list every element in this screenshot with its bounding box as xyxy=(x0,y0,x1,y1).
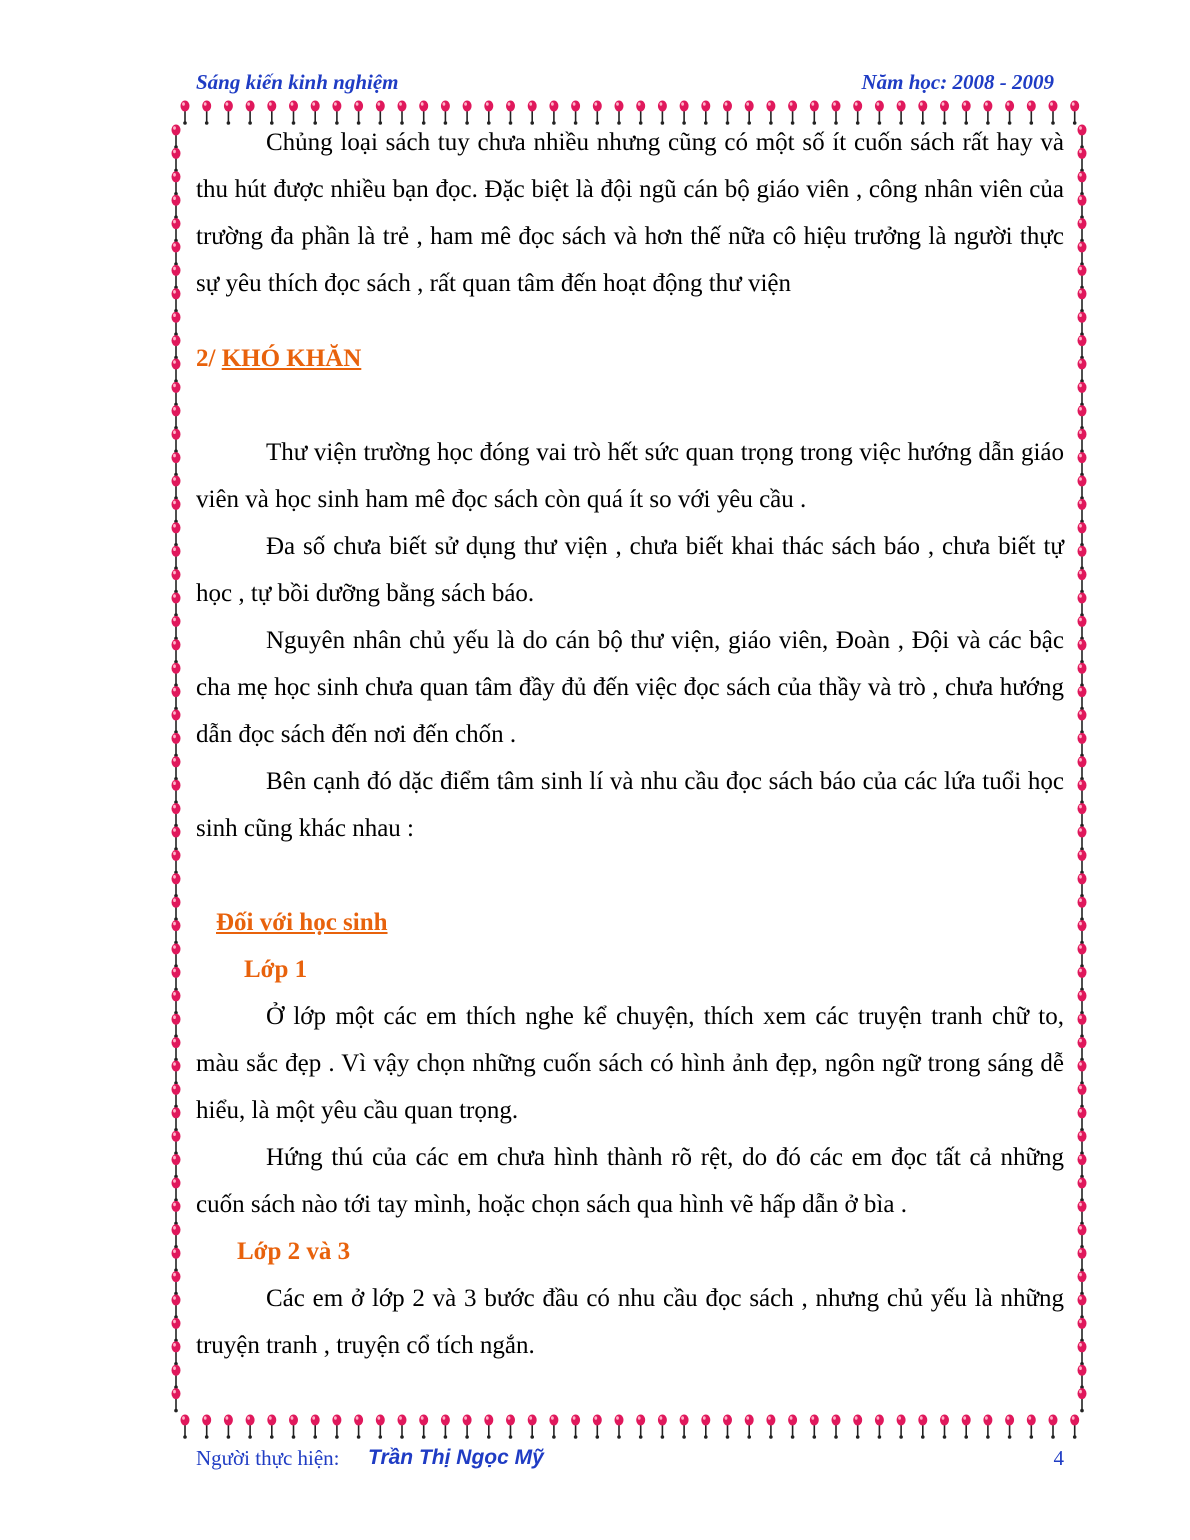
flower-ornament xyxy=(810,1415,819,1439)
flower-ornament xyxy=(1078,733,1087,757)
flower-ornament xyxy=(788,1415,797,1439)
flower-ornament xyxy=(853,1415,862,1439)
flower-ornament xyxy=(506,1415,515,1439)
grade-1-heading: Lớp 1 xyxy=(244,956,308,983)
flower-ornament xyxy=(172,827,181,851)
flower-ornament xyxy=(1078,359,1087,383)
flower-ornament xyxy=(172,476,181,500)
flower-ornament xyxy=(1078,639,1087,663)
flower-ornament xyxy=(172,663,181,687)
paragraph-age-needs: Bên cạnh đó dặc điểm tâm sinh lí và nhu cầu đọc sách báo của các lứa tuổi học sinh cũng khác nhau : xyxy=(196,768,1064,842)
flower-ornament xyxy=(1078,405,1087,429)
flower-ornament xyxy=(1078,288,1087,312)
flower-ornament xyxy=(571,1415,580,1439)
flower-ornament xyxy=(1078,569,1087,593)
paragraph-library-role: Thư viện trường học đóng vai trò hết sức quan trọng trong việc hướng dẫn giáo viên và học sinh ham mê đọc sách còn quá ít so với yêu cầu . xyxy=(196,439,1064,513)
flower-ornament xyxy=(484,1415,493,1439)
flower-ornament xyxy=(615,1415,624,1439)
paragraph-usage: Đa số chưa biết sử dụng thư viện , chưa biết khai thác sách báo , chưa biết tự học , tự bồi dưỡng bằng sách báo. xyxy=(196,533,1064,607)
flower-ornament xyxy=(832,1415,841,1439)
flower-ornament xyxy=(172,1201,181,1225)
flower-ornament xyxy=(463,1415,472,1439)
flower-ornament xyxy=(1078,663,1087,687)
flower-ornament xyxy=(701,1415,710,1439)
flower-ornament xyxy=(172,593,181,617)
flower-ornament xyxy=(172,452,181,476)
flower-ornament xyxy=(419,1415,428,1439)
flower-ornament xyxy=(1078,1154,1087,1178)
flower-ornament xyxy=(172,522,181,546)
flower-ornament xyxy=(549,1415,558,1439)
subsection-heading: Đối với học sinh xyxy=(216,909,388,936)
flower-ornament xyxy=(1078,218,1087,242)
flower-ornament xyxy=(1078,171,1087,195)
flower-ornament xyxy=(172,1341,181,1365)
header-school-year: Năm học: 2008 - 2009 xyxy=(861,70,1054,94)
flower-ornament xyxy=(1049,1415,1058,1439)
flower-ornament xyxy=(1078,710,1087,734)
flower-ornament xyxy=(1070,1415,1079,1439)
flower-ornament xyxy=(172,1014,181,1038)
page-content xyxy=(196,119,1064,1369)
flower-ornament xyxy=(1078,1107,1087,1131)
paragraph-intro: Chủng loại sách tuy chưa nhiều nhưng cũng có một số ít cuốn sách rất hay và thu hút được nhiều bạn đọc. Đặc biệt là đội ngũ cán bộ giáo viên , công nhân viên của trường đa phần là trẻ , ham mê đọc sách và hơn thế nữa cô hiệu trưởng là người thực sự yêu thích đọc sách , rất quan tâm đến hoạt động thư viện xyxy=(196,129,1064,297)
flower-ornament xyxy=(172,546,181,570)
flower-ornament xyxy=(1070,101,1079,125)
flower-ornament xyxy=(1078,944,1087,968)
flower-ornament xyxy=(593,1415,602,1439)
flower-ornament xyxy=(172,1037,181,1061)
flower-ornament xyxy=(172,1061,181,1085)
flower-ornament xyxy=(766,1415,775,1439)
flower-ornament xyxy=(267,1415,276,1439)
flower-ornament xyxy=(172,1154,181,1178)
flower-ornament xyxy=(181,1415,190,1439)
flower-ornament xyxy=(172,569,181,593)
flower-ornament xyxy=(1078,265,1087,289)
flower-ornament xyxy=(172,312,181,336)
flower-ornament xyxy=(172,686,181,710)
flower-ornament xyxy=(172,148,181,172)
page-number: 4 xyxy=(1053,1446,1064,1470)
flower-ornament xyxy=(1078,827,1087,851)
flower-ornament xyxy=(1078,429,1087,453)
flower-ornament xyxy=(1078,967,1087,991)
flower-ornament xyxy=(897,1415,906,1439)
paragraph-grade-1: Ở lớp một các em thích nghe kể chuyện, thích xem các truyện tranh chữ to, màu sắc đẹp . Vì vậy chọn những cuốn sách có hình ảnh đẹp, ngôn ngữ trong sáng dễ hiểu, là một yêu cầu quan trọng. xyxy=(196,1003,1064,1124)
flower-ornament xyxy=(1078,593,1087,617)
flower-ornament xyxy=(172,1178,181,1202)
flower-ornament xyxy=(1078,522,1087,546)
paragraph-cause: Nguyên nhân chủ yếu là do cán bộ thư viện, giáo viên, Đoàn , Đội và các bậc cha mẹ học sinh chưa quan tâm đầy đủ đến việc đọc sách của thầy và trò , chưa hướng dẫn đọc sách đến nơi đến chốn . xyxy=(196,627,1064,748)
flower-ornament xyxy=(983,1415,992,1439)
flower-ornament xyxy=(680,1415,689,1439)
flower-ornament xyxy=(172,616,181,640)
flower-ornament xyxy=(1078,382,1087,406)
flower-ornament xyxy=(172,873,181,897)
flower-ornament xyxy=(1078,1341,1087,1365)
section-heading xyxy=(196,335,1064,382)
flower-ornament xyxy=(1078,1365,1087,1389)
flower-ornament xyxy=(1078,1318,1087,1342)
flower-ornament xyxy=(1078,850,1087,874)
flower-ornament xyxy=(1078,195,1087,219)
flower-ornament xyxy=(1078,897,1087,921)
section-title: KHÓ KHĂN xyxy=(221,345,362,372)
flower-ornament xyxy=(172,850,181,874)
paragraph-grade-1-interest: Hứng thú của các em chưa hình thành rõ rệt, do đó các em đọc tất cả những cuốn sách nào tới tay mình, hoặc chọn sách qua hình vẽ hấp dẫn ở bìa . xyxy=(196,1144,1064,1218)
flower-ornament xyxy=(172,1295,181,1319)
flower-ornament xyxy=(1078,1014,1087,1038)
flower-ornament xyxy=(1078,499,1087,523)
flower-ornament xyxy=(172,125,181,149)
flower-ornament xyxy=(1078,1037,1087,1061)
flower-ornament xyxy=(1078,312,1087,336)
flower-ornament xyxy=(723,1415,732,1439)
flower-ornament xyxy=(1078,686,1087,710)
flower-ornament xyxy=(1078,1201,1087,1225)
flower-ornament xyxy=(246,1415,255,1439)
flower-ornament xyxy=(172,1131,181,1155)
flower-ornament xyxy=(172,967,181,991)
flower-ornament xyxy=(172,359,181,383)
flower-ornament xyxy=(658,1415,667,1439)
flower-ornament xyxy=(745,1415,754,1439)
flower-ornament xyxy=(172,429,181,453)
flower-ornament xyxy=(398,1415,407,1439)
flower-ornament xyxy=(224,1415,233,1439)
flower-ornament xyxy=(1078,990,1087,1014)
flower-ornament xyxy=(172,990,181,1014)
flower-ornament xyxy=(354,1415,363,1439)
page-footer xyxy=(196,1446,1064,1476)
flower-ornament xyxy=(1078,452,1087,476)
flower-ornament xyxy=(1078,335,1087,359)
flower-ornament xyxy=(181,101,190,125)
paragraph-grade-2-3: Các em ở lớp 2 và 3 bước đầu có nhu cầu đọc sách , nhưng chủ yếu là những truyện tranh , truyện cổ tích ngắn. xyxy=(196,1285,1064,1359)
flower-ornament xyxy=(172,405,181,429)
header-title: Sáng kiến kinh nghiệm xyxy=(196,70,399,94)
flower-ornament xyxy=(1078,873,1087,897)
flower-ornament xyxy=(528,1415,537,1439)
flower-ornament xyxy=(172,710,181,734)
flower-ornament xyxy=(1078,1388,1087,1412)
flower-ornament xyxy=(962,1415,971,1439)
flower-ornament xyxy=(172,780,181,804)
flower-ornament xyxy=(172,288,181,312)
flower-ornament xyxy=(636,1415,645,1439)
flower-ornament xyxy=(1078,148,1087,172)
flower-ornament xyxy=(172,171,181,195)
flower-ornament xyxy=(1027,1415,1036,1439)
flower-ornament xyxy=(289,1415,298,1439)
flower-ornament xyxy=(1078,1131,1087,1155)
flower-ornament xyxy=(172,195,181,219)
flower-ornament xyxy=(172,1318,181,1342)
footer-author-label: Người thực hiện: xyxy=(196,1446,340,1470)
flower-ornament xyxy=(172,1248,181,1272)
flower-ornament xyxy=(1005,1415,1014,1439)
flower-ornament xyxy=(332,1415,341,1439)
flower-ornament xyxy=(172,335,181,359)
grade-2-3-heading: Lớp 2 và 3 xyxy=(237,1238,351,1265)
footer-author-name: Trần Thị Ngọc Mỹ xyxy=(368,1446,544,1469)
flower-ornament xyxy=(441,1415,450,1439)
flower-ornament xyxy=(1078,1084,1087,1108)
flower-ornament xyxy=(172,1388,181,1412)
flower-ornament xyxy=(1078,242,1087,266)
flower-ornament xyxy=(1078,1224,1087,1248)
flower-ornament xyxy=(172,733,181,757)
flower-ornament xyxy=(875,1415,884,1439)
flower-ornament xyxy=(1078,476,1087,500)
flower-ornament xyxy=(172,1224,181,1248)
flower-ornament xyxy=(172,1365,181,1389)
flower-ornament xyxy=(172,1107,181,1131)
flower-ornament xyxy=(1078,125,1087,149)
flower-ornament xyxy=(172,499,181,523)
flower-ornament xyxy=(1078,616,1087,640)
flower-ornament xyxy=(172,1271,181,1295)
flower-ornament xyxy=(1078,1295,1087,1319)
flower-ornament xyxy=(172,756,181,780)
flower-ornament xyxy=(172,218,181,242)
flower-ornament xyxy=(202,1415,211,1439)
flower-ornament xyxy=(1078,803,1087,827)
flower-ornament xyxy=(1078,920,1087,944)
flower-ornament xyxy=(172,265,181,289)
flower-ornament xyxy=(172,897,181,921)
flower-ornament xyxy=(1078,546,1087,570)
flower-ornament xyxy=(172,944,181,968)
flower-ornament xyxy=(172,639,181,663)
flower-ornament xyxy=(940,1415,949,1439)
flower-ornament xyxy=(1078,780,1087,804)
flower-ornament xyxy=(172,382,181,406)
flower-ornament xyxy=(918,1415,927,1439)
flower-ornament xyxy=(172,242,181,266)
flower-ornament xyxy=(172,920,181,944)
flower-ornament xyxy=(1078,1061,1087,1085)
flower-ornament xyxy=(311,1415,320,1439)
flower-ornament xyxy=(1078,1271,1087,1295)
flower-ornament xyxy=(376,1415,385,1439)
flower-ornament xyxy=(172,803,181,827)
section-number: 2/ xyxy=(196,345,222,372)
flower-ornament xyxy=(1078,1248,1087,1272)
flower-ornament xyxy=(1078,756,1087,780)
flower-ornament xyxy=(1078,1178,1087,1202)
flower-ornament xyxy=(172,1084,181,1108)
